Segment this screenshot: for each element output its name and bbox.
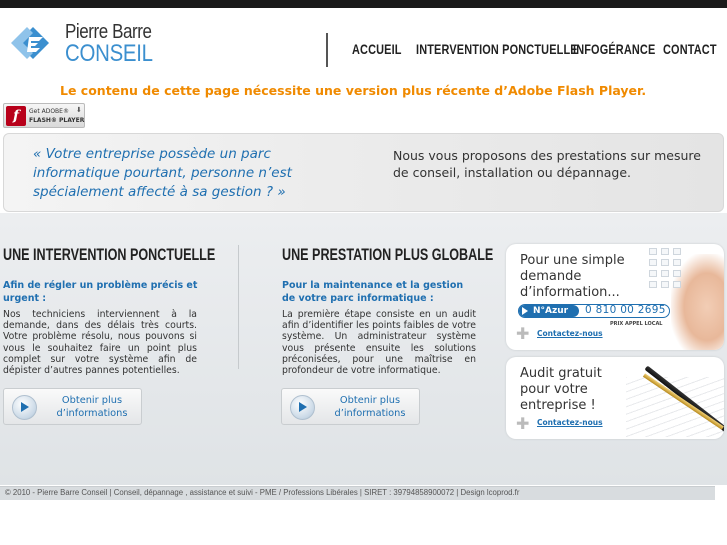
info-request-contact-link[interactable]: Contactez-nous: [537, 329, 603, 338]
free-audit-box: [506, 357, 724, 439]
banner-services-text: Nous vous proposons des prestations sur mesure de conseil, installation ou dépannage.: [393, 148, 701, 180]
banner-quote: « Votre entreprise possède un parc informatique pourtant, personne n’est spécialement affecté à sa gestion ? »: [33, 146, 292, 200]
flash-required-message: Le contenu de cette page nécessite une version plus récente d’Adobe Flash Player.: [60, 83, 647, 98]
col2-more-info-label: Obtenir plus d’informations: [334, 395, 406, 419]
nav-contact[interactable]: CONTACT: [663, 41, 717, 57]
column-separator: [238, 245, 239, 369]
nav-divider: [326, 33, 328, 67]
flash-badge-line1: Get ADOBE®: [29, 108, 69, 115]
flash-badge-line2: FLASH® PLAYER: [29, 117, 85, 124]
col1-subtitle: Afin de régler un problème précis et urgent :: [3, 280, 198, 304]
price-note: PRIX APPEL LOCAL: [610, 321, 663, 327]
get-flash-player-badge[interactable]: [3, 103, 85, 128]
nav-accueil[interactable]: ACCUEIL: [352, 41, 402, 57]
col1-more-info-label: Obtenir plus d’informations: [56, 395, 128, 419]
free-audit-text: Audit gratuit pour votre entreprise !: [520, 366, 602, 413]
col2-body: La première étape consiste en un audit afin d’identifier les points faibles de votre système. Un administrateur système vous présente ensuite les solutions préconisées, pour une maîtrise en profondeur de votre informatique.: [282, 309, 476, 377]
nav-infogerance[interactable]: INFOGÉRANCE: [573, 41, 656, 57]
phone-number-badge[interactable]: [518, 304, 670, 318]
play-arrow-icon: [299, 402, 307, 412]
footer: [0, 486, 715, 500]
site-logo[interactable]: [9, 21, 169, 67]
logo-line1: Pierre Barre: [65, 21, 152, 43]
azur-label: N°Azur: [519, 305, 579, 317]
logo-mark-icon: [9, 23, 57, 63]
plus-icon: ✚: [516, 324, 530, 343]
keypad-image: [649, 248, 683, 298]
flash-icon: f: [6, 106, 26, 126]
plus-icon: ✚: [516, 414, 530, 433]
free-audit-contact-link[interactable]: Contactez-nous: [537, 418, 603, 427]
phone-number: 0 810 00 2695: [585, 304, 666, 316]
col2-title: UNE PRESTATION PLUS GLOBALE: [282, 245, 494, 264]
info-request-box: [506, 244, 724, 350]
col2-more-info-button[interactable]: [281, 388, 420, 425]
col1-body: Nos techniciens interviennent à la demande, dans des délais très courts. Votre problème résolu, nous pouvons si vous le souhaitez faire un point plus complet sur votre système afin de dépister d’autres pannes potentielles.: [3, 309, 197, 377]
nav-intervention-ponctuelle[interactable]: INTERVENTION PONCTUELLE: [416, 41, 578, 57]
download-arrow-icon: ⬇: [76, 106, 82, 114]
info-request-text: Pour une simple demande d’information...: [520, 253, 625, 300]
footer-text: © 2010 - Pierre Barre Conseil | Conseil, dépannage , assistance et suivi - PME / Professions Libérales | SIRET : 397948589000​72 | Design lcoprod.fr: [5, 488, 520, 497]
col1-title: UNE INTERVENTION PONCTUELLE: [3, 245, 216, 264]
col1-more-info-button[interactable]: [3, 388, 142, 425]
top-bar: [0, 0, 727, 8]
logo-line2: CONSEIL: [65, 40, 153, 67]
col2-subtitle: Pour la maintenance et la gestion de votre parc informatique :: [282, 280, 464, 304]
intro-banner: [3, 133, 724, 212]
play-arrow-icon: [21, 402, 29, 412]
